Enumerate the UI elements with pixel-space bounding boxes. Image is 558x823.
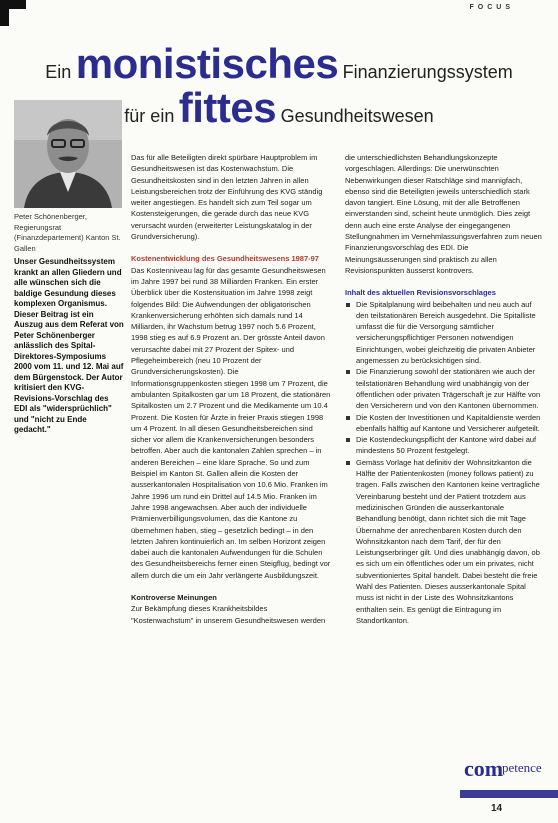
footer-bar <box>460 790 558 798</box>
page-number: 14 <box>491 803 503 814</box>
subheading: Kontroverse Meinungen <box>131 592 217 602</box>
bullet-icon <box>346 438 350 442</box>
portrait-image <box>14 100 122 208</box>
headline-post: Finanzierungssystem <box>342 62 513 82</box>
bullet-icon <box>346 416 350 420</box>
corner-mark <box>0 0 26 26</box>
headline-line-1 <box>0 40 558 88</box>
bullet-icon <box>346 461 350 465</box>
list-item: Gemäss Vorlage hat definitiv der Wohnsitzkanton die Hälfte der Patientenkosten (money follows patient) zu tragen. Falls zwischen den Kantonen keine vertragliche Vereinbarung besteht und der Patient trotzdem aus medizinischen Gründen die ausserkantonale Behandlung benötigt, dann richtet sich die mit Tage Übernahme der anrechenbaren Kosten durch den Wohnsitzkanton nach dem Tarif, der für den Leistungserbringer gilt. Und dies unabhängig davon, ob es sich um ein öffentliches oder um ein privates, nicht subventioniertes Spital handelt. Dabei besteht die freie Wahl des Patienten. Dieses ausserkantonale Spital muss ist nicht in der Liste des Wohnsitzkantons enthalten sein. Es genügt die Eintragung im Standortkanton. <box>345 457 545 626</box>
author-photo <box>14 100 122 208</box>
list-item: Die Finanzierung sowohl der stationären wie auch der teilstationären Behandlung wird unabhängig von der öffentlichen oder privaten Trägerschaft je zur Hälfte von den Versicherern und von den Kantonen übernommen. <box>345 366 545 411</box>
body-column-2 <box>131 152 331 626</box>
logo-prefix: com <box>464 756 504 781</box>
competence-logo <box>462 750 556 784</box>
paragraph: Das für alle Beteiligten direkt spürbare Hauptproblem im Gesundheitswesen ist das Kostenwachstum. Die Gesundheitskosten sind in den letzten Jahren in allen Leistungsbereichen trotz der Einführung des KVG ständig weiter angestiegen. Es handelt sich zum Teil sogar um Kostensteigerungen, die gerade durch das neue KVG verursacht wurden (erweiterter Leistungskatalog in der Grundversicherung). <box>131 153 323 242</box>
bullet-icon <box>346 303 350 307</box>
logo-suffix: petence <box>502 760 542 775</box>
section-label: FOCUS <box>469 4 514 11</box>
subheading: Kostenentwicklung des Gesundheitswesens 1987-97 <box>131 254 319 264</box>
bullet-list <box>345 299 545 627</box>
headline-post-2: Gesundheitswesen <box>280 106 434 126</box>
list-item: Die Kostendeckungspflicht der Kantone wird dabei auf mindestens 50 Prozent festgelegt. <box>345 434 545 457</box>
headline-pre-2: für ein <box>124 106 175 126</box>
paragraph: Das Kostenniveau lag für das gesamte Gesundheitswesen im Jahre 1997 bei rund 38 Milliarden Franken. Ein erster Überblick über die Kostensituation im Jahre 1998 zeigt folgendes Bild: Die Aufwendungen der obligatorischen Krankenversicherung erhöhten sich damals rund 14 Milliarden, ihr Wachstum betrug 1997 noch 5.6 Prozent, 1998 stieg es auf 6.9 Prozent an. Der grösste Anteil davon verursachte dabei mit 27 Prozent der Spitex- und Pflegeheimbereich (neu 10 Prozent der Grundversicherungskosten). Die Informationsgruppenkosten stiegen 1998 um 7 Prozent, die ambulanten Spitalkosten gar um 18 Prozent, die stationären Spitalkosten um 2.7 Prozent und die Medikamente um 10.4 Prozent. Die Kosten für Ärzte in freier Praxis stiegen 1998 um 4 Prozent. In all diesen Gesundheitsbereichen sind sicher vor allem die Krankenversicherungen besonders betroffen. Aber auch die kantonalen Zahlen sprechen – in anderen Bereichen – eine klare Sprache. So und zum Beispiel im Kanton St. Gallen allein die Kosten der ausserkantonalen Hospitalisation von 10.6 Mio. Franken im Jahre 1996 um rund ein Drittel auf 14.5 Mio. Franken im Jahre 1998 angewachsen. Aber auch der individuelle Prämienverbilligungsvolumen, das die Kantone zu übernehmen haben, stieg – gesetzlich bedingt – in den letzten Jahren kontinuierlich an. Im selben Horizont zeigen dabei auch die kantonalen Aufwendungen für die Schulen des Gesundheitsbereichs ferner einen Steigflug, bedingt vor allem durch die um ein Jahr verlängerte Ausbildungszeit. <box>131 265 331 580</box>
headline-keyword-2: fittes <box>178 84 277 131</box>
paragraph: Zur Bekämpfung dieses Krankheitsbildes "Kostenwachstum" in unserem Gesundheitswesen werden <box>131 604 326 625</box>
headline-keyword: monistisches <box>75 40 339 87</box>
paragraph: die unterschiedlichsten Behandlungskonzepte vorgeschlagen. Allerdings: Die unerwünschten Nebenwirkungen dieser Ratschläge sind mannigfach, ebenso sind die Beteiligten jeweils unterschiedlich stark davon tangiert. Eine Lösung, mit der alle Betroffenen einverstanden sind, scheint heute unmöglich. Dies zeigt denn auch eine erste Analyse der eingegangenen Stellungnahmen im Vernehmlassungsverfahren zum neuen Finanzierungsvorschlag des EDI. Die Meinungsäusserungen sind praktisch zu allen Revisionspunkten äusserst kontrovers. <box>345 153 542 275</box>
bullet-icon <box>346 370 350 374</box>
subheading: Inhalt des aktuellen Revisionsvorschlages <box>345 288 496 298</box>
list-item: Die Kosten der Investitionen und Kapitaldienste werden ebenfalls hälftig auf Kantone und Versicherer aufgeteilt. <box>345 412 545 435</box>
body-column-3 <box>345 152 545 626</box>
list-item: Die Spitalplanung wird beibehalten und neu auch auf den teilstationären Bereich ausgedehnt. Die Spitalliste umfasst die für die Versorgung sämtlicher versicherungspflichtiger Personen notwendigen Einrichtungen, wobei gleichzeitig die privaten Anbieter angemessen zu berücksichtigen sind. <box>345 299 545 367</box>
intro-text: Unser Gesundheitssystem krankt an allen Gliedern und alle wünschen sich die baldige Gesundung dieses komplexen Organismus. Dieser Beitrag ist ein Auszug aus dem Referat von Peter Schönenberger anlässlich des Spital-Direktores-Symposiums 2000 vom 11. und 12. Mai auf dem Bürgenstock. Der Autor kritisiert den KVG-Revisions-Vorschlag des EDI als "widersprüchlich" und "nicht zu Ende gedacht." <box>14 257 124 434</box>
author-caption: Peter Schönenberger, Regierungsrat (Finanzdepartement) Kanton St. Gallen <box>14 212 121 253</box>
headline-pre: Ein <box>45 62 72 82</box>
